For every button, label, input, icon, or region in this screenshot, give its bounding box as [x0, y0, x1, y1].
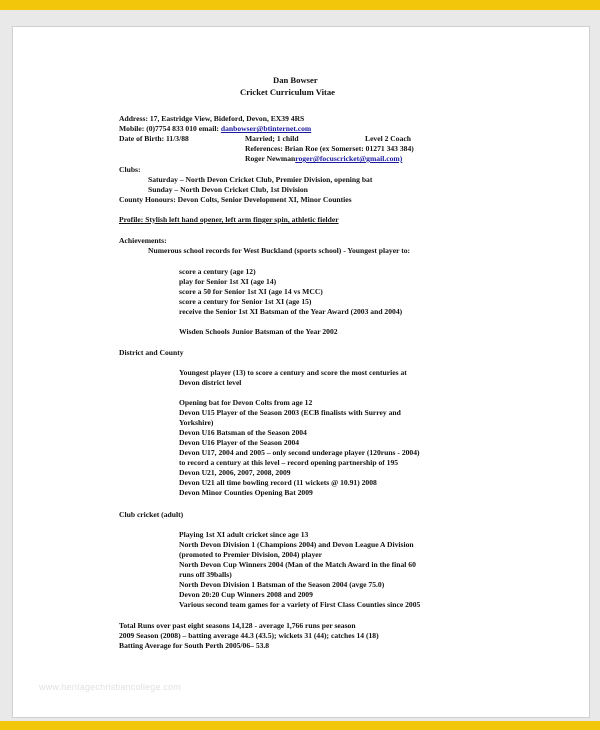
date-of-birth: Date of Birth: 11/3/88 — [119, 134, 189, 143]
cv-title: Cricket Curriculum Vitae — [240, 87, 335, 97]
bottom-border — [0, 721, 600, 730]
achievement-item: score a 50 for Senior 1st XI (age 14 vs MCC) — [179, 287, 323, 296]
address: Address: 17, Eastridge View, Bideford, Devon, EX39 4RS — [119, 114, 305, 123]
achievements-heading: Achievements: — [119, 236, 167, 245]
achievement-item: receive the Senior 1st XI Batsman of the Year Award (2003 and 2004) — [179, 307, 403, 316]
district-line: to record a century at this level – record opening partnership of 195 — [179, 458, 399, 467]
references: References: Brian Roe (ex Somerset: 01271 343 384) — [245, 144, 414, 153]
district-heading: District and County — [119, 348, 184, 357]
district-line: Devon U16 Batsman of the Season 2004 — [179, 428, 307, 437]
club-adult-line: North Devon Cup Winners 2004 (Man of the Match Award in the final 60 — [179, 560, 416, 569]
district-line: Devon U15 Player of the Season 2003 (ECB finalists with Surrey and — [179, 408, 401, 417]
total-runs: Total Runs over past eight seasons 14,128 - average 1,766 runs per season — [119, 621, 356, 630]
district-line: Devon U21, 2006, 2007, 2008, 2009 — [179, 468, 291, 477]
clubs-heading: Clubs: — [119, 165, 141, 174]
wisden-award: Wisden Schools Junior Batsman of the Year 2002 — [179, 327, 338, 336]
reference-2-email-link[interactable]: roger@focuscricket@gmail.com) — [295, 154, 403, 163]
profile: Profile: Stylish left hand opener, left arm finger spin, athletic fielder — [119, 215, 339, 224]
district-line: Devon U17, 2004 and 2005 – only second underage player (120runs - 2004) — [179, 448, 420, 457]
watermark: www.heritagechristiancollege.com — [39, 682, 181, 692]
club-adult-line: (promoted to Premier Division, 2004) player — [179, 550, 322, 559]
district-line: Devon Minor Counties Opening Bat 2009 — [179, 488, 313, 497]
reference-2-name: Roger Newman — [245, 154, 296, 163]
top-border — [0, 0, 600, 10]
district-line: Youngest player (13) to score a century and score the most centuries at — [179, 368, 407, 377]
south-perth-average: Batting Average for South Perth 2005/06– 53.8 — [119, 641, 270, 650]
district-line: Opening bat for Devon Colts from age 12 — [179, 398, 313, 407]
cv-name: Dan Bowser — [273, 75, 318, 85]
county-honours: County Honours: Devon Colts, Senior Development XI, Minor Counties — [119, 195, 352, 204]
achievement-item: score a century (age 12) — [179, 267, 256, 276]
mobile-email-label — [119, 124, 311, 133]
marital-status: Married; 1 child — [245, 134, 299, 143]
achievement-item: score a century for Senior 1st XI (age 15) — [179, 297, 312, 306]
club-adult-line: Devon 20:20 Cup Winners 2008 and 2009 — [179, 590, 313, 599]
coach-level: Level 2 Coach — [365, 134, 411, 143]
achievement-item: play for Senior 1st XI (age 14) — [179, 277, 277, 286]
club-adult-line: runs off 39balls) — [179, 570, 232, 579]
district-line: Devon U16 Player of the Season 2004 — [179, 438, 300, 447]
club-adult-line: Various second team games for a variety of First Class Counties since 2005 — [179, 600, 421, 609]
document-page — [12, 26, 590, 718]
email-link[interactable]: danbowser@btinternet.com — [220, 124, 312, 133]
reference-2 — [245, 154, 402, 163]
club-adult-heading: Club cricket (adult) — [119, 510, 184, 519]
clubs-sunday: Sunday – North Devon Cricket Club, 1st Division — [148, 185, 308, 194]
achievements-intro: Numerous school records for West Buckland (sports school) - Youngest player to: — [148, 246, 411, 255]
club-adult-line: Playing 1st XI adult cricket since age 13 — [179, 530, 309, 539]
clubs-saturday: Saturday – North Devon Cricket Club, Premier Division, opening bat — [148, 175, 373, 184]
district-line: Devon U21 all time bowling record (11 wickets @ 10.91) 2008 — [179, 478, 377, 487]
mobile-text: Mobile: (0)7754 833 010 email: — [119, 124, 219, 133]
club-adult-line: North Devon Division 1 Batsman of the Season 2004 (avge 75.0) — [179, 580, 385, 589]
club-adult-line: North Devon Division 1 (Champions 2004) and Devon League A Division — [179, 540, 414, 549]
district-line: Devon district level — [179, 378, 242, 387]
season-2009-stats: 2009 Season (2008) – batting average 44.3 (43.5); wickets 31 (44); catches 14 (18) — [119, 631, 379, 640]
district-line: Yorkshire) — [179, 418, 214, 427]
